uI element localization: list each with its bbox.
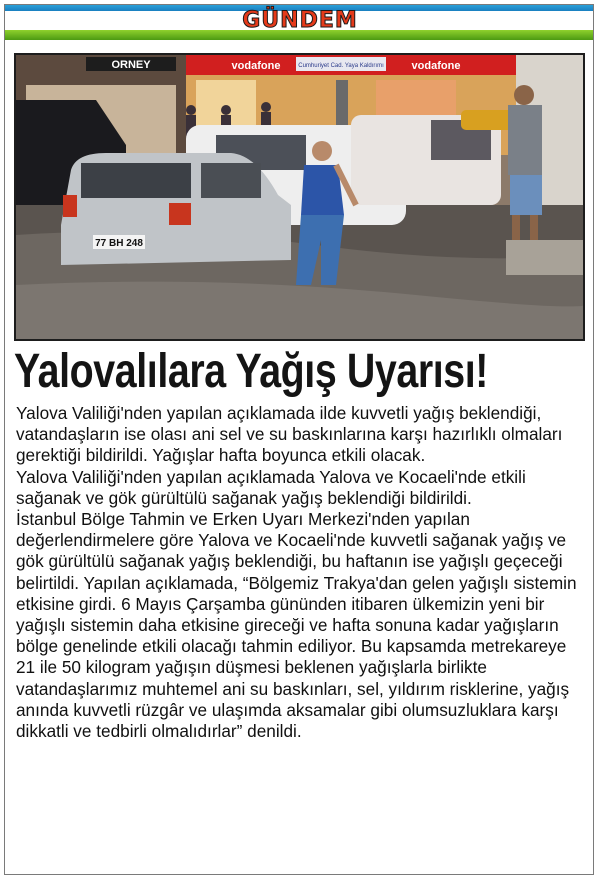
vodafone-sign-right: vodafone [411, 60, 461, 72]
store-sign: ORNEY [111, 59, 151, 71]
article-paragraph: Yalova Valiliği'nden yapılan açıklamada Yalova ve Kocaeli'nde etkili sağanak ve gök gürültülü sağanak yağış beklendiği bildirildi. [16, 466, 526, 508]
article-body [16, 403, 588, 742]
flooded-street-photo [16, 55, 583, 339]
news-photo [14, 53, 585, 341]
street-sign: Cumhuriyet Cad. Yaya Kaldırımı [298, 63, 384, 69]
article-paragraph: Yalova Valiliği'nden yapılan açıklamada ilde kuvvetli yağış beklendiği, vatandaşların ise olası ani sel ve su baskınlarına karşı hazırlıklı olmaları gerektiği bildirildi. Yağışlar hafta boyunca etkili olacak. [16, 403, 563, 466]
vodafone-sign-left: vodafone [231, 60, 281, 72]
license-plate: 77 BH 248 [95, 238, 143, 249]
section-title: GÜNDEM [242, 8, 358, 33]
article-headline: Yalovalılara Yağış Uyarısı! [14, 345, 488, 398]
article-paragraph: İstanbul Bölge Tahmin ve Erken Uyarı Merkezi'nden yapılan değerlendirmelere göre Yalova ve Kocaeli'nde kuvvetli sağanak yağış ve gök gürültülü sağanak yağış beklendiği, bu haftanın ise yağışlı geçeceği belirtildi. Yapılan açıklamada, “Bölgemiz Trakya'dan gelen yağışlı sistemin etkisine girdi. 6 Mayıs Çarşamba gününden itibaren ülkemizin yeni bir yağışlı sistemin daha etkisine gireceği ve hafta sonuna kadar yağışların bölge genelinde etkili olacağı tahmin ediliyor. Bu kapsamda metrekareye 21 ile 50 kilogram yağışın düşmesi beklenen yağışlarla birlikte vatandaşlarımız muhtemel ani su baskınları, sel, yıldırım risklerine, yağış anında kuvvetli rüzgâr ve ulaşımda aksamalar gibi olumsuzluklara karşı dikkatli ve tedbirli olmalıdırlar” denildi. [16, 509, 577, 742]
